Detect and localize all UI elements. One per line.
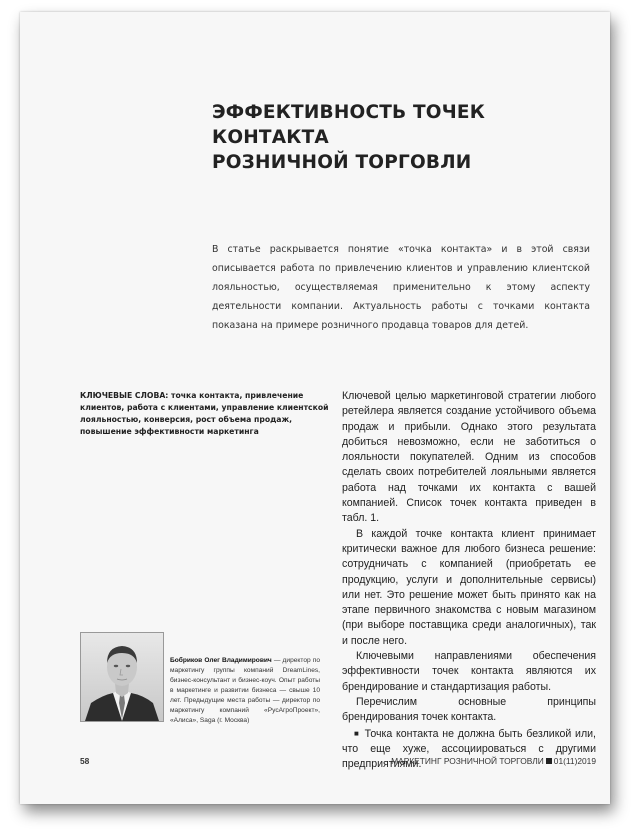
journal-info bbox=[391, 756, 596, 766]
issue-number: 01(11)2019 bbox=[553, 756, 596, 766]
keywords-block bbox=[80, 390, 332, 438]
square-separator-icon bbox=[546, 758, 552, 764]
keywords-label: КЛЮЧЕВЫЕ СЛОВА: bbox=[80, 391, 169, 400]
page-number: 58 bbox=[80, 756, 90, 766]
author-info bbox=[170, 656, 320, 726]
journal-page bbox=[20, 12, 610, 804]
article-body bbox=[342, 389, 596, 772]
body-paragraph-1: Ключевой целью маркетинговой стратегии любого ретейлера является создание устойчивого объема продаж и прибыли. Однако этого результата добиться невозможно, если не заботиться о лояльности покупателей. Одним из способов сделать своих потребителей лояльными является работа над точками их контакта с вашей компанией. Список точек контакта приведен в табл. 1. bbox=[342, 390, 596, 525]
article-abstract: В статье раскрывается понятие «точка контакта» и в этой связи описывается работа по привлечению клиентов и управлению клиентской лояльностью, осуществляемая применительно к этому аспекту деятельности компании. Актуальность работы с точками контакта показана на примере розничного продавца товаров для детей. bbox=[212, 244, 590, 331]
journal-name: МАРКЕТИНГ РОЗНИЧНОЙ ТОРГОВЛИ bbox=[391, 756, 544, 766]
article-title-line-1: ЭФФЕКТИВНОСТЬ ТОЧЕК КОНТАКТА bbox=[212, 102, 486, 148]
body-paragraph-3: Ключевыми направлениями обеспечения эффективности точек контакта являются их брендирование и стандартизация работы. bbox=[342, 650, 596, 693]
author-bio: — директор по маркетингу группы компаний DreamLines, бизнес-консультант и бизнес-коуч. Опыт работы в маркетинге и развитии бизнеса — свыше 10 лет. Предыдущие места работы — директор по маркетингу компаний «РусАгроПроект», «Алиса», Saga (г. Москва) bbox=[170, 657, 321, 724]
author-photo bbox=[80, 632, 164, 722]
bullet-square-icon: ■ bbox=[354, 728, 360, 738]
body-paragraph-4: Перечислим основные принципы брендирования точек контакта. bbox=[342, 695, 596, 724]
article-title-line-2: РОЗНИЧНОЙ ТОРГОВЛИ bbox=[212, 152, 472, 173]
author-name: Бобриков Олег Владимирович bbox=[170, 657, 272, 664]
keywords-text: точка контакта, привлечение клиентов, работа с клиентами, управление клиентской лояльностью, конверсия, рост объема продаж, повышение эффективности маркетинга bbox=[80, 391, 329, 436]
body-paragraph-2: В каждой точке контакта клиент принимает критически важное для любого бизнеса решение: сотрудничать с компанией (приобретать ее продукцию, услуги и дополнительные сервисы) или нет. Это решение может быть принято как на этапе первичного знакомства с новым магазином (при выборе поставщика среди аналогичных), так и после него. bbox=[342, 527, 596, 647]
body-bullet-1-text: Точка контакта не должна быть безликой или, что еще хуже, ассоциироваться с другими предприятиями. bbox=[342, 727, 596, 771]
article-title bbox=[212, 100, 552, 175]
